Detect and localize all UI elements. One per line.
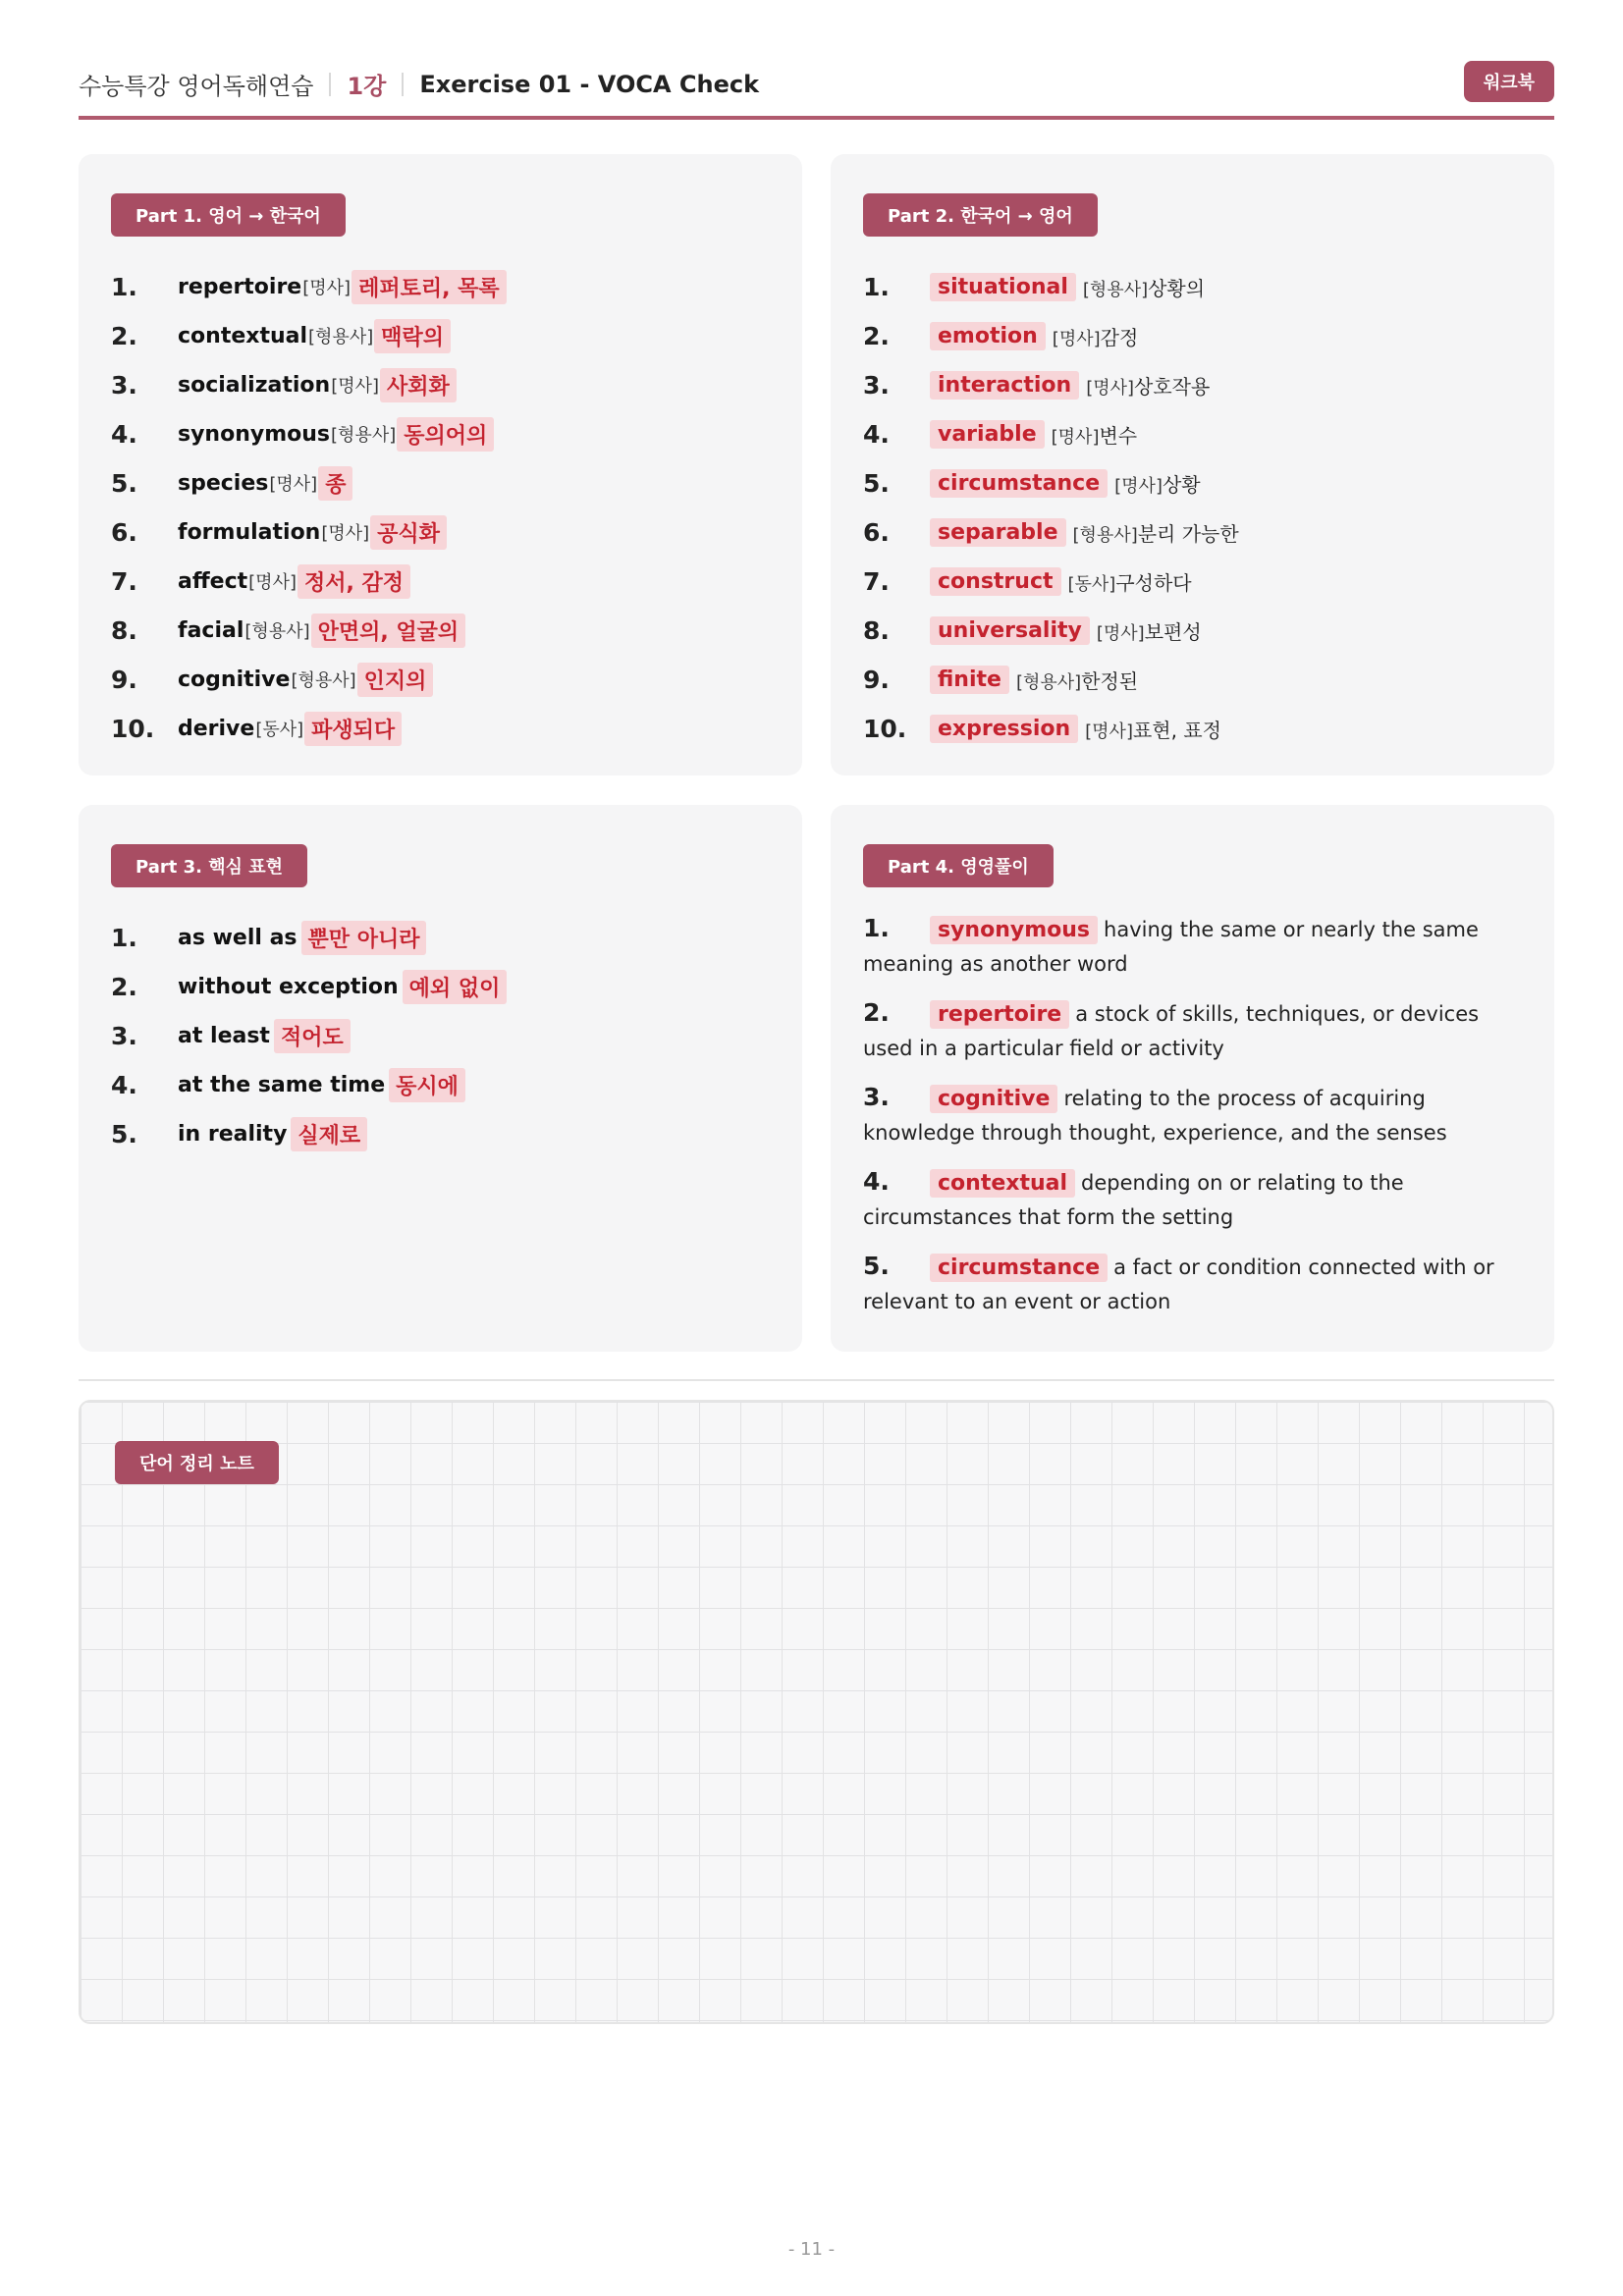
answer-highlight: repertoire	[930, 1000, 1069, 1029]
answer-highlight: 파생되다	[304, 712, 402, 746]
answer-highlight: expression	[930, 715, 1078, 743]
part1-list	[111, 262, 773, 753]
vocab-word: contextual	[178, 323, 308, 348]
answer-highlight: interaction	[930, 371, 1079, 400]
answer-highlight: construct	[930, 567, 1061, 596]
item-number: 8.	[863, 615, 890, 645]
list-item	[111, 1109, 773, 1158]
key-phrase: without exception	[178, 974, 399, 999]
part-of-speech: [형용사]	[291, 670, 356, 691]
item-number: 1.	[111, 923, 137, 952]
english-definition: depending on or relating to the circumstances that form the setting	[863, 1171, 1404, 1229]
korean-meaning: 보편성	[1144, 619, 1202, 644]
part-of-speech: [형용사]	[308, 327, 374, 347]
list-item	[863, 911, 1525, 982]
part-of-speech: [명사]	[1052, 328, 1101, 349]
item-number: 5.	[863, 468, 890, 498]
item-number: 10.	[111, 714, 155, 743]
vocab-word: derive	[178, 716, 255, 741]
answer-highlight: finite	[930, 666, 1009, 694]
item-number: 7.	[111, 566, 137, 596]
list-item	[111, 655, 773, 704]
list-item	[111, 962, 773, 1011]
answer-highlight: circumstance	[930, 469, 1108, 498]
list-item	[863, 704, 1525, 753]
list-item	[863, 606, 1525, 655]
korean-meaning: 상황의	[1148, 276, 1206, 300]
item-number: 1.	[863, 914, 890, 942]
vocab-word: formulation	[178, 519, 321, 545]
list-item	[111, 458, 773, 507]
vocab-word: cognitive	[178, 667, 291, 692]
item-number: 9.	[111, 665, 137, 694]
list-item	[111, 704, 773, 753]
item-number: 3.	[111, 370, 137, 400]
korean-meaning: 구성하다	[1115, 570, 1192, 595]
part-of-speech: [형용사]	[331, 425, 397, 446]
answer-highlight: emotion	[930, 322, 1046, 350]
answer-highlight: situational	[930, 273, 1076, 301]
part2-label: Part 2. 한국어 → 영어	[863, 193, 1098, 237]
english-definition: relating to the process of acquiring knowledge through thought, experience, and the senses	[863, 1087, 1447, 1145]
item-number: 10.	[863, 714, 907, 743]
part3-list	[111, 913, 773, 1158]
answer-highlight: 동시에	[389, 1068, 465, 1102]
answer-highlight: cognitive	[930, 1085, 1057, 1113]
key-phrase: at least	[178, 1023, 270, 1048]
english-definition: having the same or nearly the same meaning as another word	[863, 918, 1479, 976]
list-item	[863, 360, 1525, 409]
header-divider	[402, 73, 404, 96]
part3-card	[79, 805, 802, 1352]
list-item	[863, 1249, 1525, 1319]
part-of-speech: [명사]	[1085, 721, 1133, 742]
item-number: 9.	[863, 665, 890, 694]
list-item	[863, 311, 1525, 360]
item-number: 2.	[863, 998, 890, 1027]
part-of-speech: [형용사]	[1015, 671, 1082, 693]
part-of-speech: [명사]	[321, 523, 370, 544]
answer-highlight: 사회화	[380, 368, 457, 402]
answer-highlight: 레퍼토리, 목록	[352, 270, 507, 304]
korean-meaning: 분리 가능한	[1137, 521, 1239, 546]
item-number: 4.	[863, 419, 890, 449]
part-of-speech: [형용사]	[244, 621, 310, 642]
list-item	[863, 507, 1525, 557]
part-of-speech: [명사]	[331, 376, 380, 397]
item-number: 2.	[111, 321, 137, 350]
list-item	[863, 1164, 1525, 1235]
list-item	[863, 557, 1525, 606]
workbook-badge: 워크북	[1464, 61, 1554, 102]
list-item	[111, 360, 773, 409]
list-item	[111, 606, 773, 655]
header-divider	[329, 73, 331, 96]
vocab-note-grid[interactable]	[79, 1400, 1554, 2024]
answer-highlight: contextual	[930, 1169, 1075, 1198]
part-of-speech: [명사]	[1114, 475, 1163, 497]
section-divider	[79, 1379, 1554, 1381]
list-item	[111, 507, 773, 557]
vocab-word: species	[178, 470, 269, 496]
part-of-speech: [형용사]	[1082, 279, 1149, 300]
page-number: - 11 -	[787, 2239, 836, 2260]
part4-card	[831, 805, 1554, 1352]
part-of-speech: [명사]	[302, 278, 352, 298]
list-item	[111, 311, 773, 360]
vocab-word: socialization	[178, 372, 331, 398]
key-phrase: in reality	[178, 1121, 288, 1147]
answer-highlight: synonymous	[930, 916, 1098, 944]
answer-highlight: 동의어의	[397, 417, 494, 452]
list-item	[863, 995, 1525, 1066]
answer-highlight: 종	[318, 466, 352, 501]
vocab-word: synonymous	[178, 421, 331, 447]
answer-highlight: 예외 없이	[403, 970, 508, 1004]
part-of-speech: [명사]	[1096, 622, 1145, 644]
english-definition: a fact or condition connected with or relevant to an event or action	[863, 1255, 1494, 1313]
korean-meaning: 표현, 표정	[1132, 718, 1221, 742]
answer-highlight: 인지의	[357, 663, 434, 697]
answer-highlight: variable	[930, 420, 1045, 449]
item-number: 5.	[111, 468, 137, 498]
key-phrase: as well as	[178, 925, 298, 950]
part-of-speech: [명사]	[269, 474, 318, 495]
answer-highlight: 적어도	[274, 1019, 351, 1053]
item-number: 5.	[111, 1119, 137, 1148]
korean-meaning: 한정된	[1081, 668, 1139, 693]
item-number: 5.	[863, 1252, 890, 1280]
exercise-title: Exercise 01 - VOCA Check	[419, 70, 760, 98]
part-of-speech: [동사]	[1067, 573, 1116, 595]
answer-highlight: 맥락의	[374, 319, 451, 353]
list-item	[863, 458, 1525, 507]
answer-highlight: 공식화	[370, 515, 447, 550]
item-number: 4.	[111, 419, 137, 449]
item-number: 2.	[111, 972, 137, 1001]
list-item	[111, 913, 773, 962]
page-header	[79, 61, 1554, 120]
part-of-speech: [형용사]	[1072, 524, 1138, 546]
item-number: 4.	[111, 1070, 137, 1099]
item-number: 6.	[863, 517, 890, 547]
vocab-word: facial	[178, 617, 244, 643]
list-item	[111, 1060, 773, 1109]
note-label: 단어 정리 노트	[115, 1441, 279, 1484]
item-number: 6.	[111, 517, 137, 547]
answer-highlight: circumstance	[930, 1254, 1108, 1282]
part4-label: Part 4. 영영풀이	[863, 844, 1054, 887]
answer-highlight: 뿐만 아니라	[301, 921, 427, 955]
item-number: 3.	[111, 1021, 137, 1050]
list-item	[863, 262, 1525, 311]
english-definition: a stock of skills, techniques, or devices used in a particular field or activity	[863, 1002, 1480, 1060]
part2-list	[863, 262, 1525, 753]
list-item	[111, 557, 773, 606]
list-item	[863, 1080, 1525, 1150]
answer-highlight: 안면의, 얼굴의	[311, 614, 466, 648]
lesson-number: 1강	[347, 73, 387, 100]
part-of-speech: [명사]	[1086, 377, 1135, 399]
korean-meaning: 상황	[1162, 472, 1201, 497]
list-item	[863, 655, 1525, 704]
part-of-speech: [명사]	[248, 572, 297, 593]
vocab-word: affect	[178, 568, 248, 594]
header-title-group	[79, 67, 759, 101]
vocab-word: repertoire	[178, 274, 302, 299]
part2-card	[831, 154, 1554, 775]
list-item	[863, 409, 1525, 458]
part1-card	[79, 154, 802, 775]
item-number: 8.	[111, 615, 137, 645]
item-number: 2.	[863, 321, 890, 350]
korean-meaning: 감정	[1100, 325, 1139, 349]
list-item	[111, 1011, 773, 1060]
item-number: 1.	[111, 272, 137, 301]
item-number: 1.	[863, 272, 890, 301]
answer-highlight: separable	[930, 518, 1066, 547]
list-item	[111, 262, 773, 311]
item-number: 7.	[863, 566, 890, 596]
korean-meaning: 변수	[1099, 423, 1138, 448]
korean-meaning: 상호작용	[1134, 374, 1211, 399]
item-number: 3.	[863, 370, 890, 400]
item-number: 3.	[863, 1083, 890, 1111]
part1-label: Part 1. 영어 → 한국어	[111, 193, 346, 237]
answer-highlight: universality	[930, 616, 1090, 645]
part3-label: Part 3. 핵심 표현	[111, 844, 307, 887]
part-of-speech: [명사]	[1051, 426, 1100, 448]
book-title: 수능특강 영어독해연습	[79, 73, 314, 100]
key-phrase: at the same time	[178, 1072, 386, 1097]
answer-highlight: 정서, 감정	[298, 564, 410, 599]
list-item	[111, 409, 773, 458]
item-number: 4.	[863, 1167, 890, 1196]
answer-highlight: 실제로	[291, 1117, 367, 1151]
part4-list	[863, 911, 1525, 1333]
part-of-speech: [동사]	[255, 720, 304, 740]
